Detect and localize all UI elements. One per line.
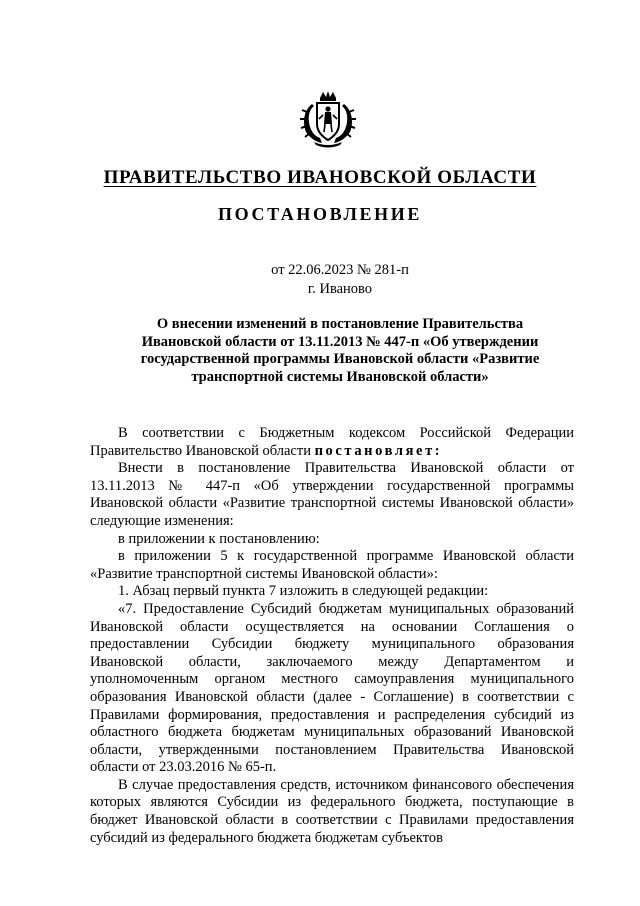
subject-line: транспортной системы Ивановской области» bbox=[191, 368, 489, 385]
document-city: г. Иваново bbox=[307, 281, 373, 297]
paragraph: в приложении 5 к государственной программе Ивановской области «Развитие транспортной системы Ивановской области»: bbox=[90, 548, 574, 582]
paragraph bbox=[90, 425, 574, 460]
paragraph: «7. Предоставление Субсидий бюджетам муниципальных образований Ивановской области осуществляется на основании Соглашения о предоставлении Субсидии бюджету муниципального образования Ивановской области, заключаемого между Департаментом и уполномоченным органом местного самоуправления муниципального образования Ивановской области (далее - Соглашение) в соответствии с Правилами формирования, предоставления и распределения субсидий из областного бюджета бюджетам муниципальных образований Ивановской области, утвержденными постановлением Правительства Ивановской области от 23.03.2016 № 65-п. bbox=[90, 600, 574, 776]
paragraph: В случае предоставления средств, источником финансового обеспечения которых являются Субсидии из федерального бюджета, поступающие в бюджет Ивановской области в соответствии с Правилами предоставления субсидий из федерального бюджета бюджетам субъектов bbox=[90, 776, 574, 846]
coat-of-arms-icon bbox=[298, 88, 358, 148]
document-body bbox=[90, 425, 574, 847]
document-date-number: от 22.06.2023 № 281-п bbox=[271, 262, 409, 278]
subject-line: государственной программы Ивановской области «Развитие bbox=[140, 351, 540, 367]
paragraph: Внести в постановление Правительства Ивановской области от 13.11.2013 № 447-п «Об утверждении государственной программы Ивановской области «Развитие транспортной системы Ивановской области» следующие изменения: bbox=[90, 460, 574, 529]
paragraph-text: В соответствии с Бюджетным кодексом Российской Федерации Правительство Ивановской области bbox=[90, 425, 574, 459]
document-type: ПОСТАНОВЛЕНИЕ bbox=[218, 204, 422, 224]
government-title: ПРАВИТЕЛЬСТВО ИВАНОВСКОЙ ОБЛАСТИ bbox=[103, 167, 537, 188]
paragraph: 1. Абзац первый пункта 7 изложить в следующей редакции: bbox=[118, 583, 489, 600]
document-subject bbox=[100, 316, 580, 386]
subject-line: О внесении изменений в постановление Правительства bbox=[156, 316, 524, 332]
subject-line: Ивановской области от 13.11.2013 № 447-п «Об утверждении bbox=[141, 333, 539, 350]
decree-keyword: постановляет: bbox=[314, 442, 443, 459]
paragraph: в приложении к постановлению: bbox=[118, 530, 320, 547]
